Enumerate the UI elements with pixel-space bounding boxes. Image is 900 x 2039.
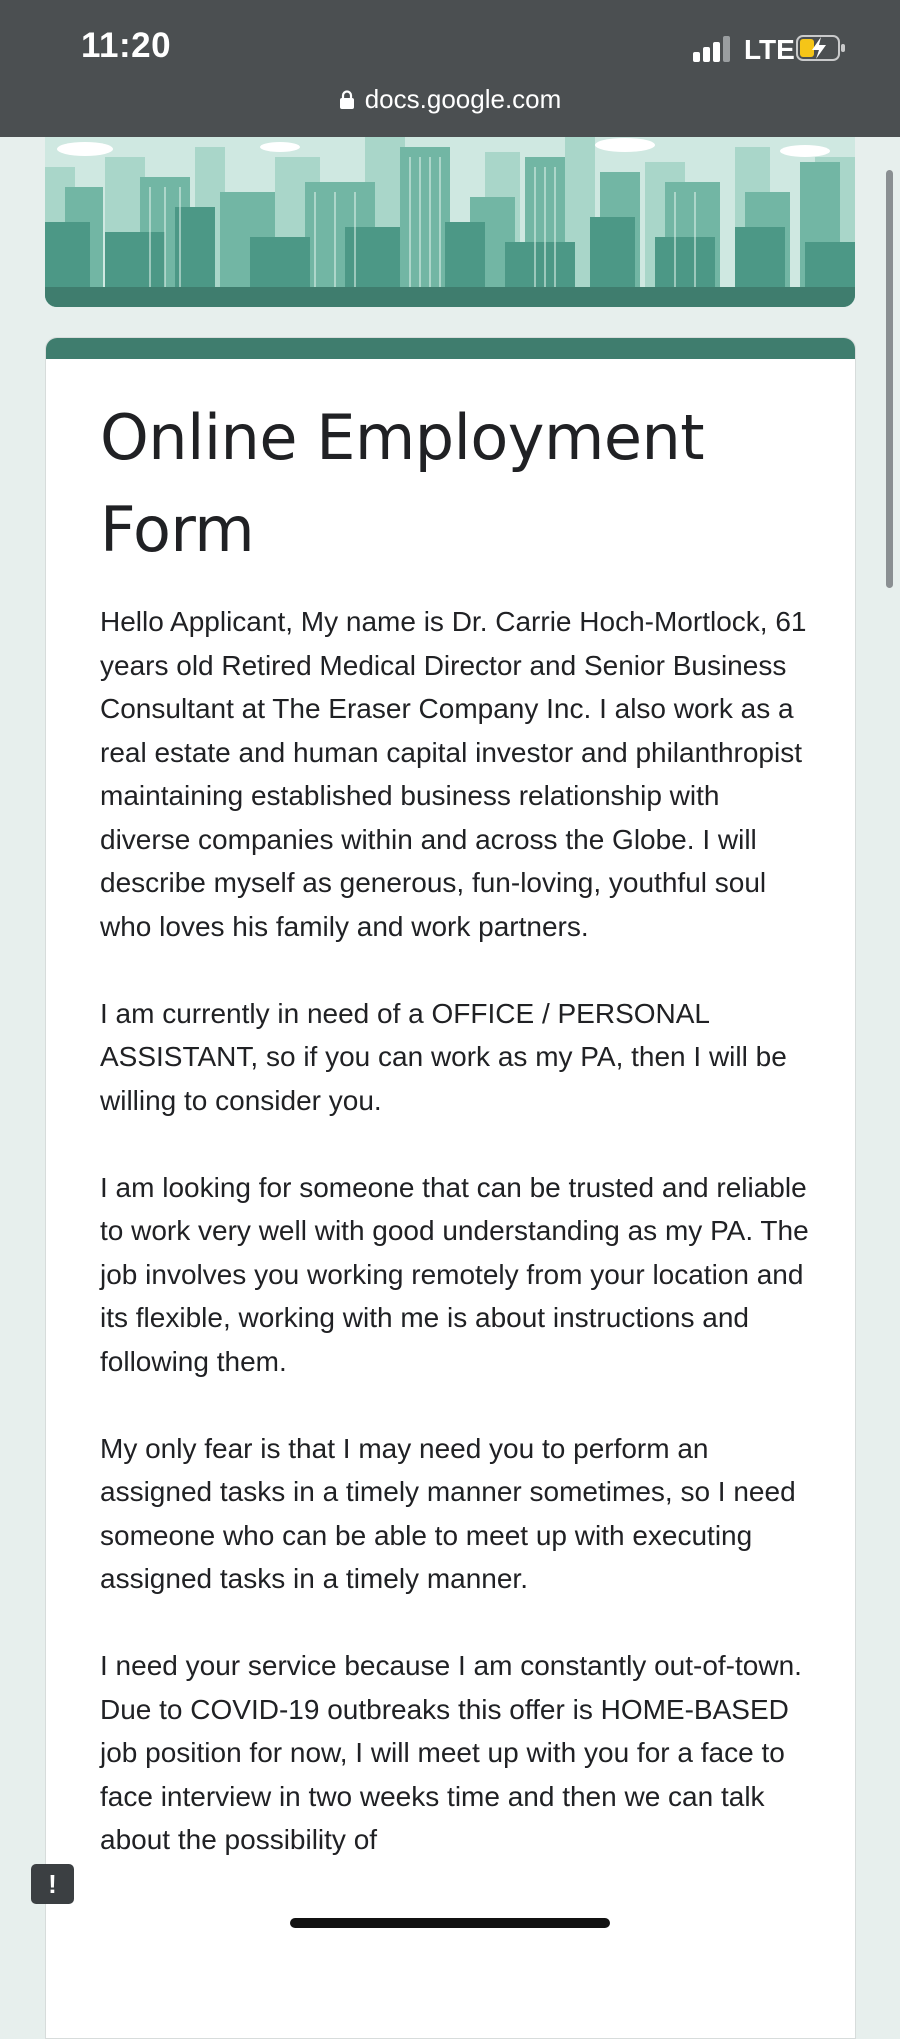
description-paragraph: Hello Applicant, My name is Dr. Carrie Hoch-Mortlock, 61 years old Retired Medical Director and Senior Business Consultant at The Eraser Company Inc. I also work as a real estate and human capital investor and philanthropist maintaining established business relationship with diverse companies within and across the Globe. I will describe myself as generous, fun-loving, youthful soul who loves his family and work partners. <box>100 606 807 942</box>
report-abuse-button[interactable]: ! <box>31 1864 74 1904</box>
scrollbar-thumb[interactable] <box>886 170 893 588</box>
header-banner-image <box>45 137 855 307</box>
description-paragraph: My only fear is that I may need you to perform an assigned tasks in a timely manner sometimes, so I need someone who can be able to meet up with executing assigned tasks in a timely manner. <box>100 1432 796 1594</box>
home-indicator <box>290 1918 610 1928</box>
description-paragraph: I am currently in need of a OFFICE / PERSONAL ASSISTANT, so if you can work as my PA, then I will be willing to consider you. <box>100 997 787 1116</box>
url-text: docs.google.com <box>364 84 562 114</box>
city-skyline-illustration <box>45 137 855 307</box>
description-paragraph: I need your service because I am constantly out-of-town. Due to COVID-19 outbreaks this offer is HOME-BASED job position for now, I will meet up with you for a face to face interview in two weeks time and then we can talk about the possibility of <box>100 1650 802 1855</box>
cellular-signal-icon <box>693 34 733 62</box>
status-time: 11:20 <box>81 26 172 65</box>
form-description <box>100 600 810 1905</box>
browser-top-bar <box>0 0 900 137</box>
description-paragraph: I am looking for someone that can be trusted and reliable to work very well with good understanding as my PA. The job involves you working remotely from your location and its flexible, working with me is about instructions and following them. <box>100 1171 809 1377</box>
network-type: LTE <box>744 34 795 65</box>
lock-icon <box>339 90 355 110</box>
form-title: Online Employment Form <box>100 401 705 566</box>
card-accent-bar <box>46 338 855 359</box>
form-header-card <box>45 337 856 2039</box>
address-bar[interactable] <box>0 84 900 115</box>
battery-charging-icon <box>796 34 846 62</box>
